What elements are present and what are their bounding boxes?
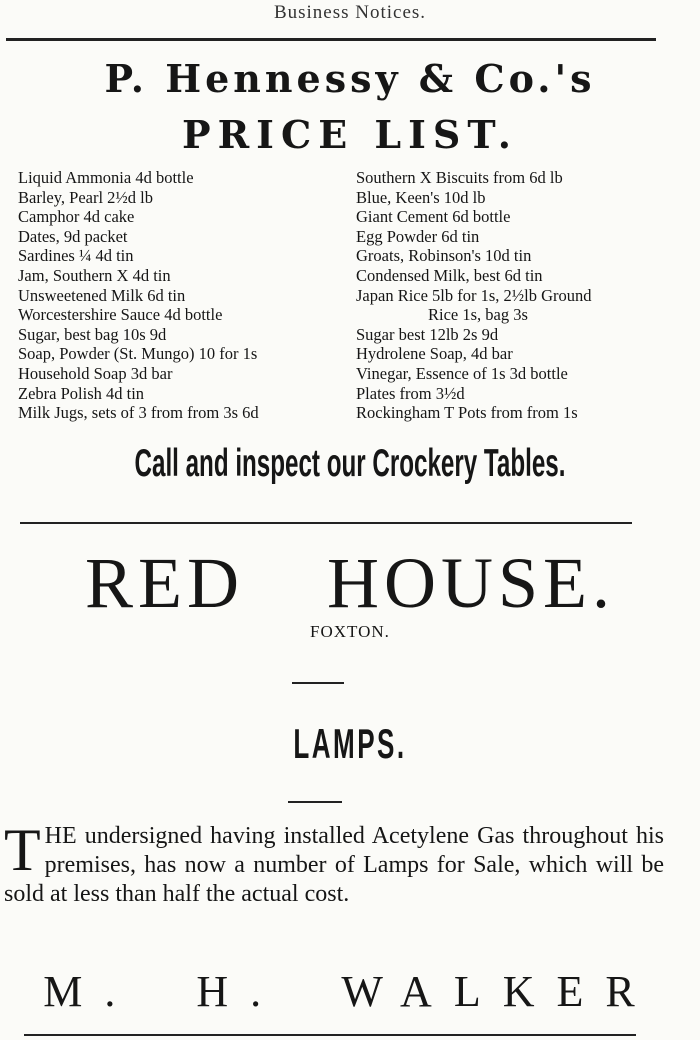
store-name: RED HOUSE. bbox=[84, 543, 615, 623]
list-item: Sugar best 12lb 2s 9d bbox=[356, 324, 499, 344]
short-divider bbox=[288, 801, 342, 803]
signature: M. H. WALKER bbox=[43, 967, 657, 1016]
list-item: Egg Powder 6d tin bbox=[356, 226, 480, 246]
advert-divider bbox=[20, 522, 632, 524]
short-divider bbox=[292, 682, 344, 684]
price-list-left-column bbox=[18, 168, 259, 423]
list-item: Condensed Milk, best 6d tin bbox=[356, 265, 543, 285]
list-item: Milk Jugs, sets of 3 from from 3s 6d bbox=[18, 403, 259, 423]
notice-text: HE undersigned having installed Acetylene Gas throughout his premises, has now a number of Lamps for Sale, which will be sold at less than half the actual cost. bbox=[4, 823, 664, 907]
list-item: Japan Rice 5lb for 1s, 2½lb Ground bbox=[356, 285, 592, 305]
price-list-right-column bbox=[356, 168, 592, 423]
drop-cap: T bbox=[4, 817, 41, 883]
list-item: Zebra Polish 4d tin bbox=[18, 383, 145, 403]
notice-paragraph bbox=[4, 817, 664, 909]
list-item: Worcestershire Sauce 4d bottle bbox=[18, 305, 223, 325]
list-item: Giant Cement 6d bottle bbox=[356, 207, 511, 227]
list-item: Blue, Keen's 10d lb bbox=[356, 187, 486, 207]
header-title: Business Notices. bbox=[273, 2, 427, 23]
list-item: Sardines ¼ 4d tin bbox=[18, 246, 134, 266]
section-title: LAMPS. bbox=[293, 720, 407, 767]
list-item: Camphor 4d cake bbox=[18, 207, 135, 227]
list-item: Dates, 9d packet bbox=[18, 226, 128, 246]
list-item: Barley, Pearl 2½d lb bbox=[18, 187, 154, 207]
list-item: Groats, Robinson's 10d tin bbox=[356, 246, 532, 266]
list-item: Hydrolene Soap, 4d bar bbox=[356, 344, 513, 364]
list-item: Soap, Powder (St. Mungo) 10 for 1s bbox=[18, 344, 258, 364]
header-divider bbox=[6, 38, 656, 41]
list-item: Jam, Southern X 4d tin bbox=[18, 265, 171, 285]
list-item: Plates from 3½d bbox=[356, 383, 465, 403]
price-list-title: PRICE LIST. bbox=[182, 112, 518, 157]
list-item: Rockingham T Pots from from 1s bbox=[356, 403, 578, 423]
list-item: Unsweetened Milk 6d tin bbox=[18, 285, 186, 305]
store-location: FOXTON. bbox=[310, 622, 390, 641]
bottom-divider bbox=[24, 1034, 636, 1036]
list-item: Liquid Ammonia 4d bottle bbox=[18, 168, 194, 187]
list-item: Household Soap 3d bar bbox=[18, 363, 173, 383]
list-item: Southern X Biscuits from 6d lb bbox=[356, 168, 563, 187]
list-item: Sugar, best bag 10s 9d bbox=[18, 324, 167, 344]
list-item: Rice 1s, bag 3s bbox=[428, 305, 528, 325]
list-item: Vinegar, Essence of 1s 3d bottle bbox=[356, 363, 568, 383]
company-name: P. Hennessy & Co.'s bbox=[104, 56, 596, 101]
crockery-slogan: Call and inspect our Crockery Tables. bbox=[134, 442, 566, 485]
